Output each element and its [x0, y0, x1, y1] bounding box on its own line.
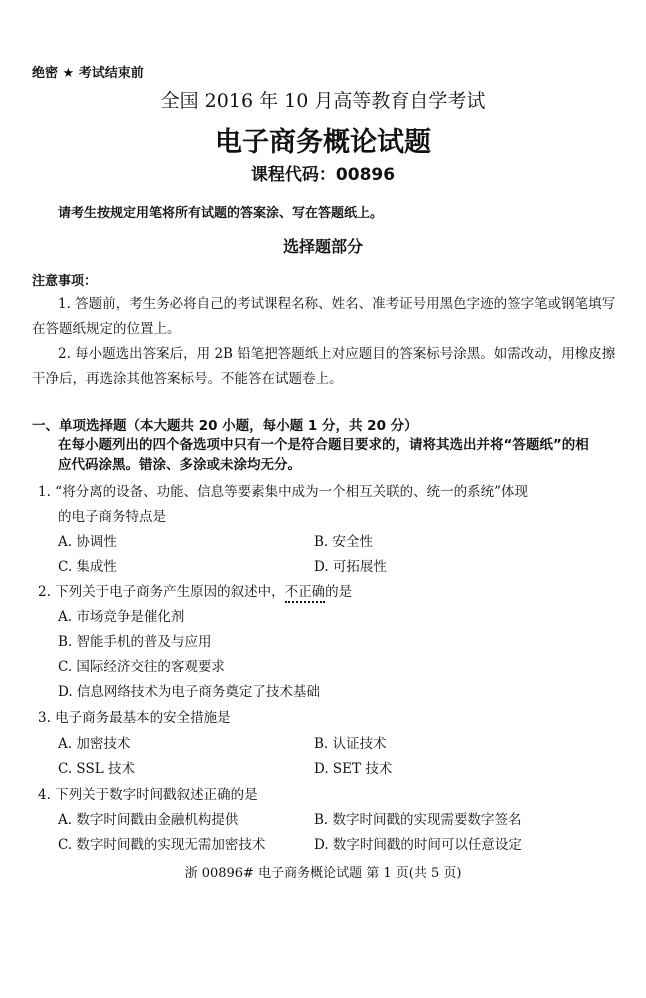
option-c: C. 数字时间戳的实现无需加密技术: [58, 837, 266, 853]
option-c: C. 国际经济交往的客观要求: [58, 659, 225, 675]
option-b: B. 智能手机的普及与应用: [58, 634, 212, 650]
option-c: C. SSL 技术: [58, 761, 135, 777]
question-stem-before: 2. 下列关于电子商务产生原因的叙述中，: [38, 584, 285, 600]
option-d: D. 数字时间戳的时间可以任意设定: [314, 837, 522, 853]
part-heading: 一、单项选择题（本大题共 20 小题，每小题 1 分，共 20 分）: [32, 418, 418, 434]
question-stem-after: 的是: [325, 584, 353, 600]
page-footer: 浙 00896# 电子商务概论试题 第 1 页(共 5 页): [184, 866, 462, 881]
course-code: 课程代码：00896: [250, 165, 396, 185]
option-a: A. 协调性: [58, 534, 117, 550]
confidential-label: 绝密 ★ 考试结束前: [32, 66, 144, 81]
exam-title: 全国 2016 年 10 月高等教育自学考试: [160, 90, 486, 112]
option-d: D. 信息网络技术为电子商务奠定了技术基础: [58, 684, 320, 700]
option-b: B. 数字时间戳的实现需要数字签名: [314, 812, 522, 828]
question-stem: 3. 电子商务最基本的安全措施是: [38, 710, 231, 726]
option-a: A. 加密技术: [58, 736, 131, 752]
option-c: C. 集成性: [58, 559, 117, 575]
note-item: 2. 每小题选出答案后，用 2B 铅笔把答题纸上对应题目的答案标号涂黑。如需改动，用橡皮擦干净后，再选涂其他答案标号。不能答在试题卷上。: [32, 346, 616, 387]
option-d: D. SET 技术: [314, 761, 393, 777]
question-stem: 4. 下列关于数字时间戳叙述正确的是: [38, 787, 258, 803]
paper-title: 电子商务概论试题: [215, 127, 431, 158]
option-d: D. 可拓展性: [314, 559, 387, 575]
option-b: B. 安全性: [314, 534, 374, 550]
part-description: 在每小题列出的四个备选项中只有一个是符合题目要求的，请将其选出并将“答题纸”的相应代码涂黑。错涂、多涂或未涂均无分。: [58, 437, 589, 473]
emphasis-text: 不正确: [285, 584, 326, 603]
notes-heading: 注意事项：: [32, 274, 98, 289]
note-item: 1. 答题前，考生务必将自己的考试课程名称、姓名、准考证号用黑色字迹的签字笔或钢笔填写在答题纸规定的位置上。: [32, 296, 616, 337]
question-stem: 1. “将分离的设备、功能、信息等要素集中成为一个相互关联的、统一的系统”体现: [38, 484, 528, 500]
option-a: A. 市场竞争是催化剂: [58, 609, 185, 625]
question-stem: 的电子商务特点是: [58, 509, 166, 525]
option-b: B. 认证技术: [314, 736, 387, 752]
question-stem: [38, 580, 352, 600]
intro-instruction: 请考生按规定用笔将所有试题的答案涂、写在答题纸上。: [58, 206, 384, 221]
option-a: A. 数字时间戳由金融机构提供: [58, 812, 239, 828]
section-title: 选择题部分: [282, 237, 363, 256]
